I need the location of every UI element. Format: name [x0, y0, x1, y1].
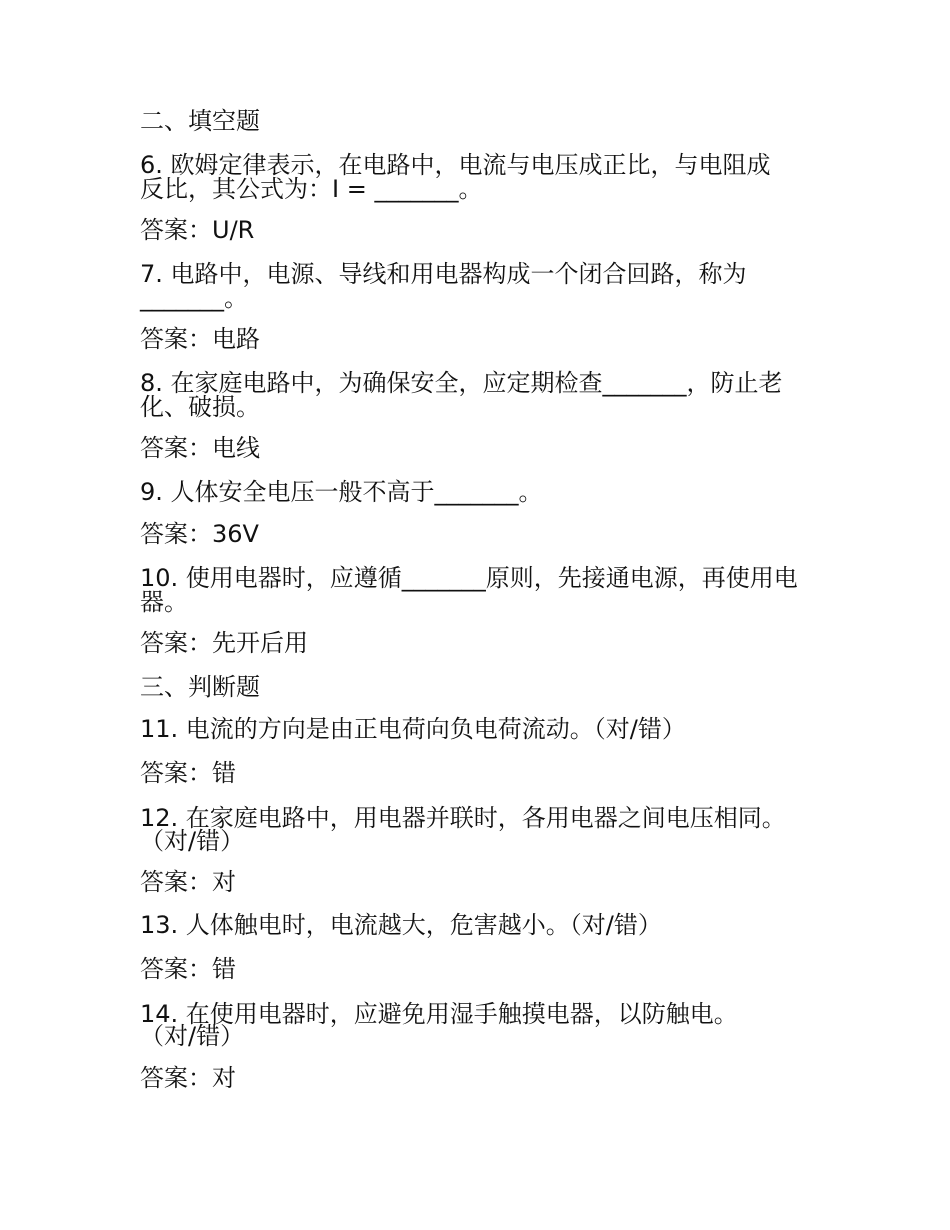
question-6-line-1: 6. 欧姆定律表示，在电路中，电流与电压成正比，与电阻成 [140, 151, 771, 179]
answer-9: 答案：36V [140, 520, 259, 548]
question-14-line-1: 14. 在使用电器时，应避免用湿手触摸电器，以防触电。 [140, 1000, 738, 1028]
question-7-line-2: _______。 [140, 284, 248, 312]
question-11-line-1: 11. 电流的方向是由正电荷向负电荷流动。（对/错） [140, 715, 686, 743]
section-heading-true-false: 三、判断题 [140, 673, 260, 701]
answer-11: 答案：错 [140, 759, 236, 787]
section-heading-fill-in: 二、填空题 [140, 107, 260, 135]
question-10-line-2: 器。 [140, 588, 188, 616]
answer-13: 答案：错 [140, 955, 236, 983]
answer-10: 答案：先开后用 [140, 629, 308, 657]
question-12-line-2: （对/错） [140, 827, 245, 855]
question-6-line-2: 反比，其公式为：I = _______。 [140, 175, 483, 203]
answer-14: 答案：对 [140, 1064, 236, 1092]
question-7-line-1: 7. 电路中，电源、导线和用电器构成一个闭合回路，称为 [140, 260, 747, 288]
answer-8: 答案：电线 [140, 434, 260, 462]
answer-12: 答案：对 [140, 868, 236, 896]
question-8-line-2: 化、破损。 [140, 393, 260, 421]
question-9-line-1: 9. 人体安全电压一般不高于_______。 [140, 478, 543, 506]
question-12-line-1: 12. 在家庭电路中，用电器并联时，各用电器之间电压相同。 [140, 804, 786, 832]
question-10-line-1: 10. 使用电器时，应遵循_______原则，先接通电源，再使用电 [140, 564, 798, 592]
question-13-line-1: 13. 人体触电时，电流越大，危害越小。（对/错） [140, 911, 662, 939]
answer-6: 答案：U/R [140, 216, 255, 244]
question-8-line-1: 8. 在家庭电路中，为确保安全，应定期检查_______，防止老 [140, 369, 783, 397]
question-14-line-2: （对/错） [140, 1022, 245, 1050]
answer-7: 答案：电路 [140, 325, 260, 353]
